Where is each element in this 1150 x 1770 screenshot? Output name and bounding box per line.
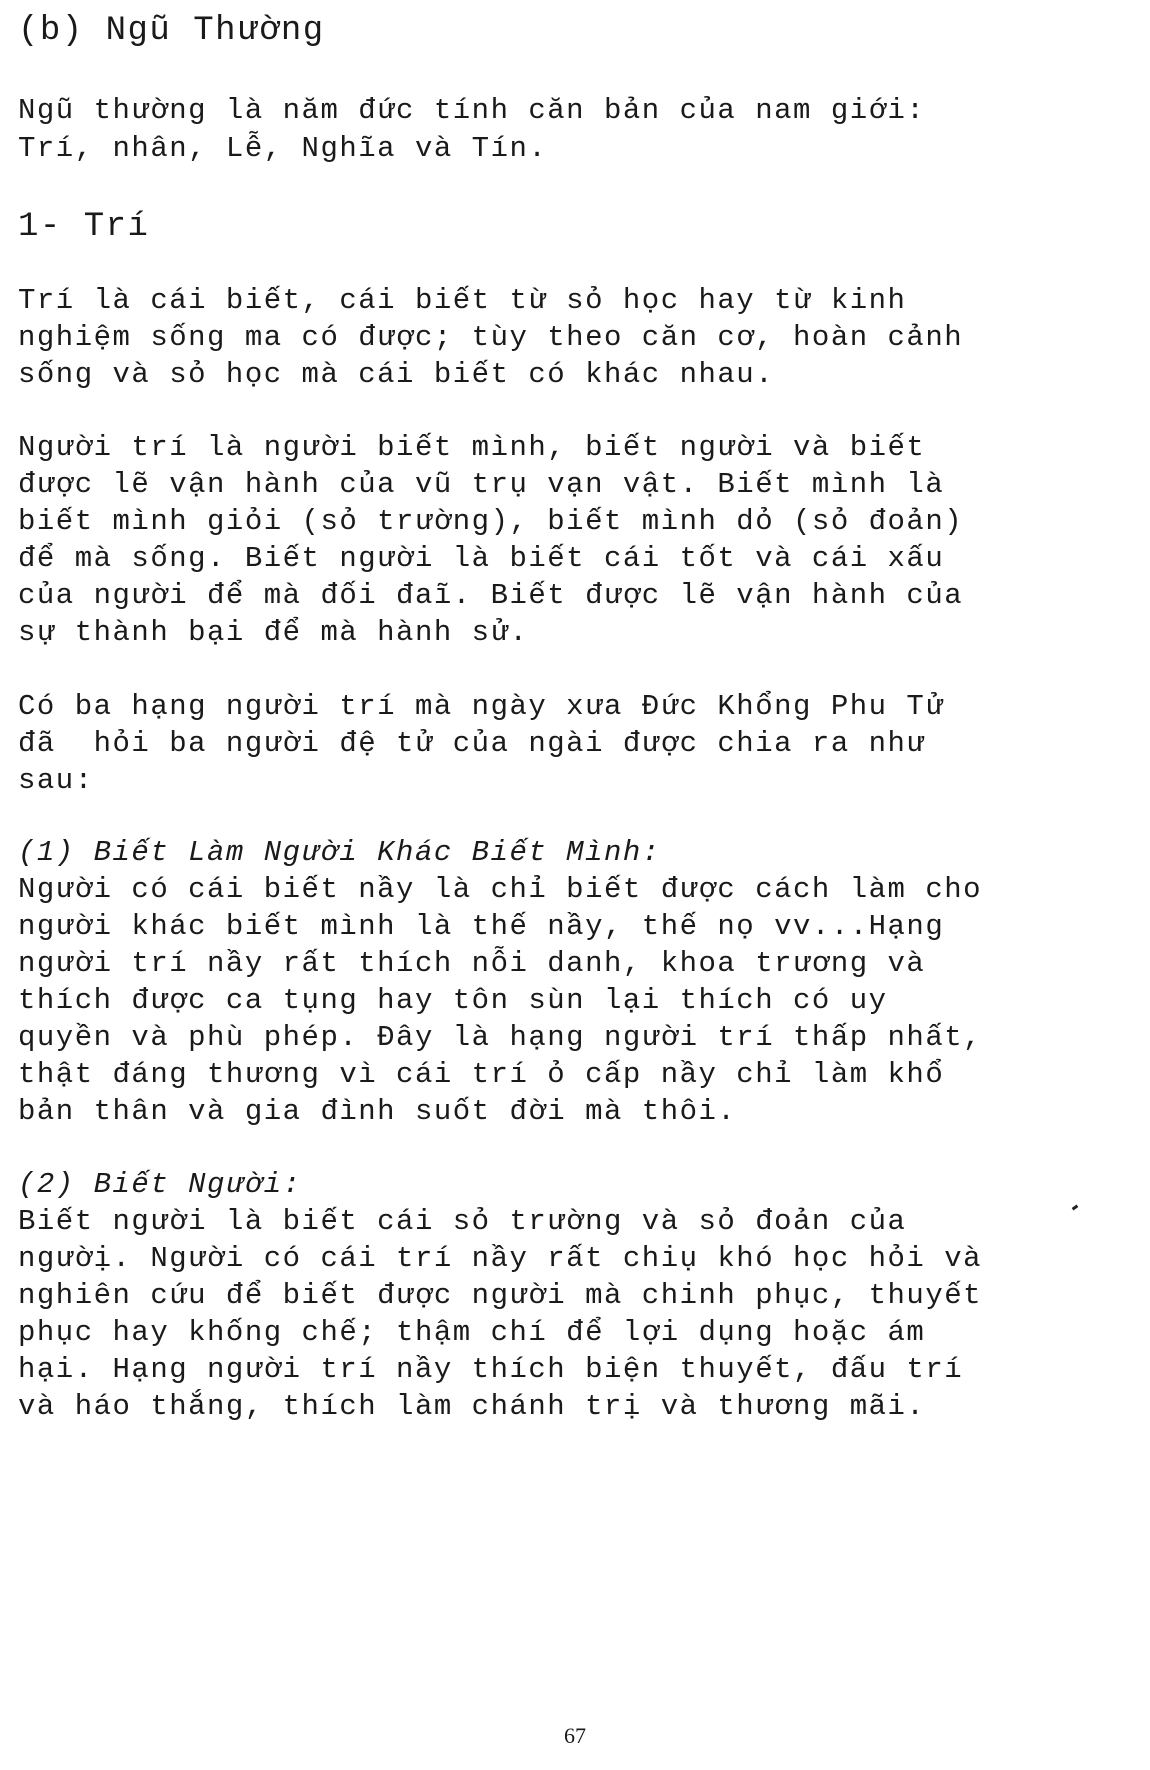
paragraph-line: sống và sỏ học mà cái biết có khác nhau.	[18, 358, 775, 391]
paragraph-line: Trí là cái biết, cái biết từ sỏ học hay từ kinh	[18, 284, 907, 317]
intro-line: Trí, nhân, Lễ, Nghĩa và Tín.	[18, 132, 548, 165]
item-1-line: quyền và phù phép. Đây là hạng người trí thấp nhất,	[18, 1021, 983, 1054]
intro-line: Ngũ thường là năm đức tính căn bản của nam giới:	[18, 94, 926, 127]
paragraph-line: được lẽ vận hành của vũ trụ vạn vật. Biết mình là	[18, 468, 945, 501]
subsection-title: 1- Trí	[18, 208, 150, 246]
item-1-line: thật đáng thương vì cái trí ỏ cấp nầy chỉ làm khổ	[18, 1058, 945, 1091]
item-2-line: ngườị. Người có cái trí nầy rất chiụ khó học hỏi và	[18, 1242, 983, 1275]
item-2-line: và háo thắng, thích làm chánh trị và thương mãi.	[18, 1390, 926, 1423]
item-1-title: (1) Biết Làm Người Khác Biết Mình:	[18, 836, 661, 869]
paragraph-line: sau:	[18, 764, 94, 797]
paragraph-line: đã hỏi ba người đệ tử của ngài được chia ra như	[18, 727, 926, 760]
item-2-line: phục hay khống chế; thậm chí để lợi dụng hoặc ám	[18, 1316, 926, 1349]
paragraph-line: nghiệm sống ma có được; tùy theo căn cơ, hoàn cảnh	[18, 321, 964, 354]
scan-speck	[1072, 1205, 1079, 1211]
item-1-line: thích được ca tụng hay tôn sùn lại thích có uy	[18, 984, 888, 1017]
item-2-line: Biết người là biết cái sỏ trường và sỏ đoản của	[18, 1205, 907, 1238]
item-1-line: người trí nầy rất thích nỗi danh, khoa trương và	[18, 947, 926, 980]
paragraph-line: của người để mà đối đaĩ. Biết được lẽ vận hành của	[18, 579, 964, 612]
page-number: 67	[564, 1723, 586, 1748]
paragraph-line: biết mình giỏi (sỏ trường), biết mình dỏ (sỏ đoản)	[18, 505, 964, 538]
item-2-line: nghiên cứu để biết được người mà chinh phục, thuyết	[18, 1279, 983, 1312]
item-2-title: (2) Biết Người:	[18, 1168, 302, 1201]
item-1-line: Người có cái biết nầy là chỉ biết được cách làm cho	[18, 873, 983, 906]
paragraph-line: sự thành bại để mà hành sử.	[18, 616, 529, 649]
item-1-line: người khác biết mình là thế nầy, thế nọ vv...Hạng	[18, 910, 945, 943]
paragraph-line: Người trí là người biết mình, biết người và biết	[18, 431, 926, 464]
item-2-line: hại. Hạng người trí nầy thích biện thuyết, đấu trí	[18, 1353, 964, 1386]
item-1-line: bản thân và gia đình suốt đời mà thôi.	[18, 1095, 737, 1128]
paragraph-line: Có ba hạng người trí mà ngày xưa Đức Khổng Phu Tử	[18, 690, 945, 723]
section-title: (b) Ngũ Thường	[18, 12, 325, 50]
paragraph-line: để mà sống. Biết người là biết cái tốt và cái xấu	[18, 542, 945, 575]
